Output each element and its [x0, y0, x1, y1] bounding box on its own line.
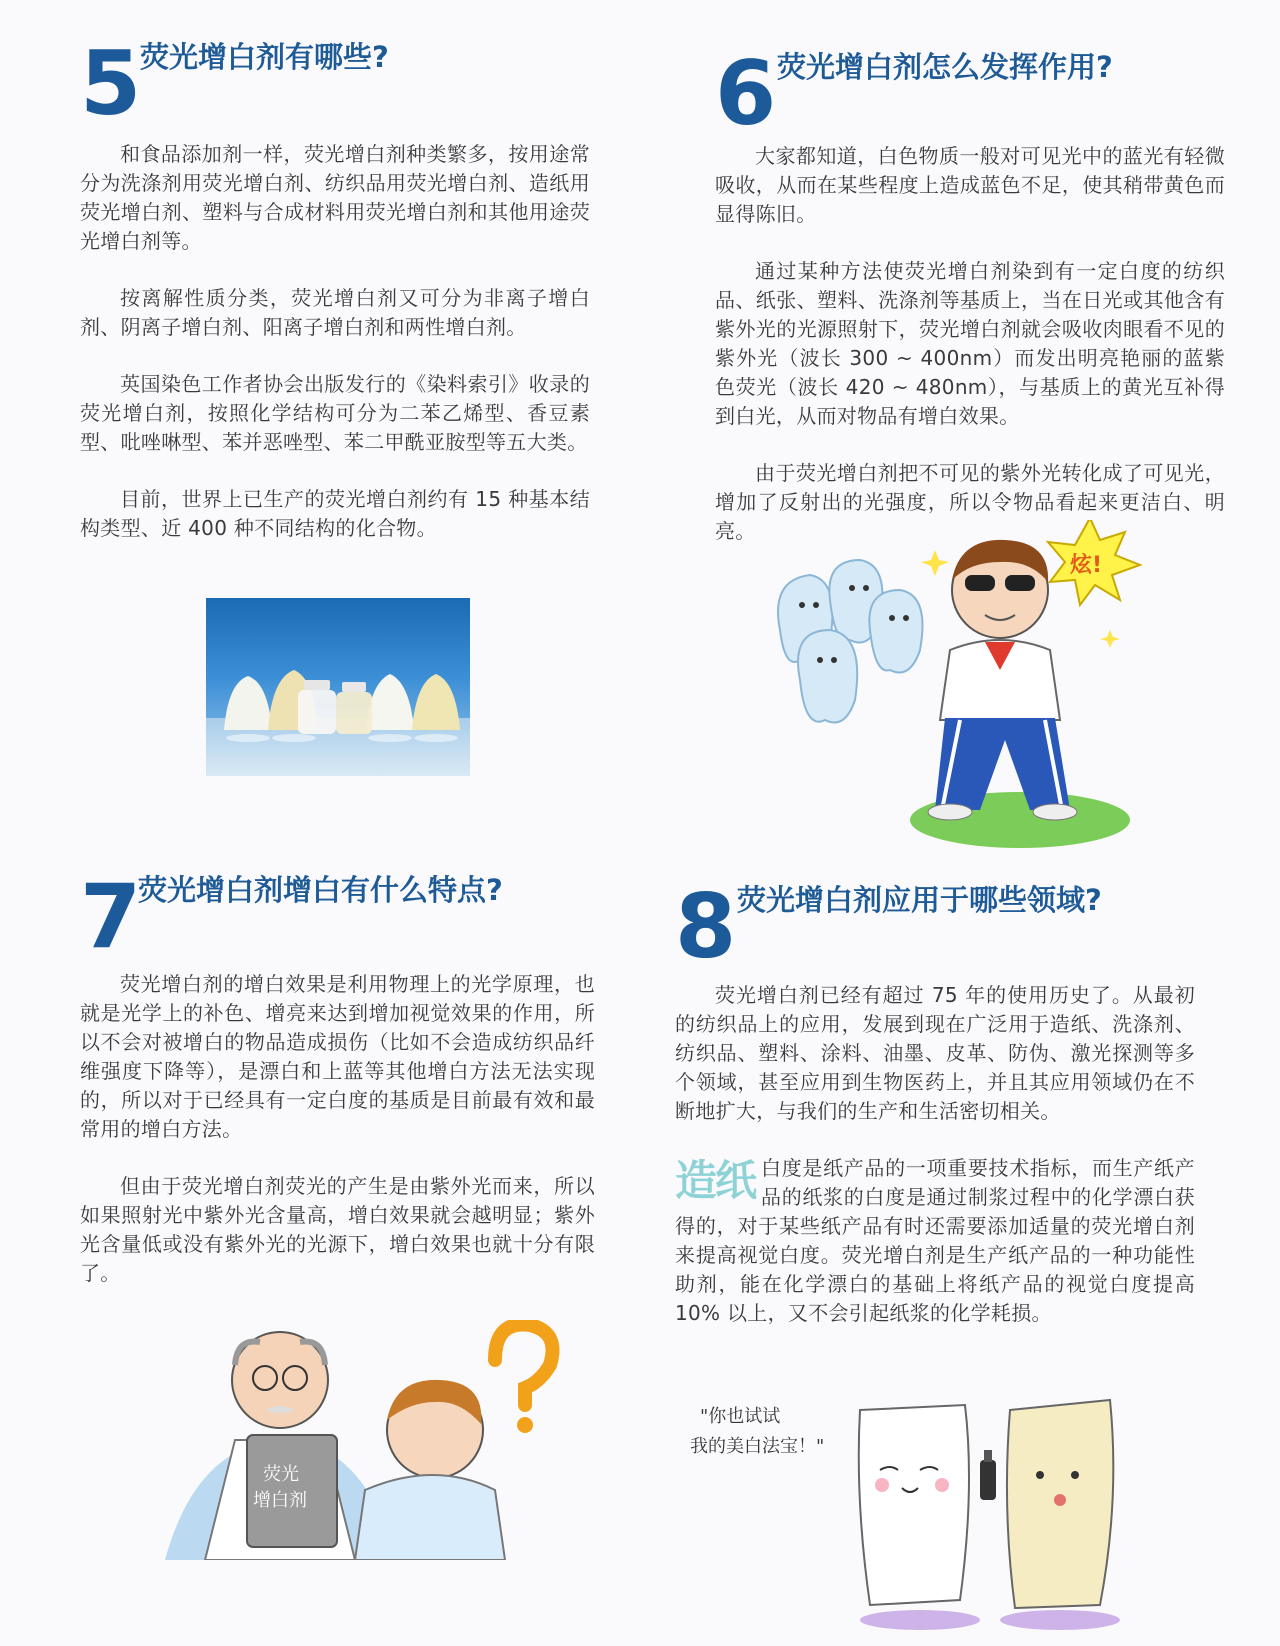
- section-5: [80, 32, 600, 540]
- speech-line-2: 我的美白法宝！": [690, 1436, 825, 1457]
- bag-label-line-1: 荧光: [263, 1464, 299, 1485]
- paragraph: 荧光增白剂已经有超过 75 年的使用历史了。从最初的纺织品上的应用，发展到现在广泛用于造纸、洗涤剂、纺织品、塑料、涂料、油墨、皮革、防伪、激光探测等多个领域，甚至应用到生物医药上，并且其应用领域仍在不断地扩大，与我们的生产和生活密切相关。: [675, 983, 1195, 1123]
- paragraph: 通过某种方法使荧光增白剂染到有一定白度的纺织品、纸张、塑料、洗涤剂等基质上，当在日光或其他含有紫外光的光源照射下，荧光增白剂就会吸收肉眼看不见的紫外光（波长 300 ~ 400nm）而发出明亮艳丽的蓝紫色荧光（波长 420 ~ 480nm），与基质上的黄光互补得到白光，从而对物品有增白效果。: [715, 259, 1225, 428]
- section-title: 荧光增白剂应用于哪些领域?: [737, 883, 1102, 917]
- section-number: 7: [80, 865, 142, 968]
- paragraph: 和食品添加剂一样，荧光增白剂种类繁多，按用途常分为洗涤剂用荧光增白剂、纺织品用荧光增白剂、造纸用荧光增白剂、塑料与合成材料用荧光增白剂和其他用途荧光增白剂等。: [80, 142, 590, 253]
- section-5-body: [80, 140, 590, 543]
- speech-line-1: "你也试试: [700, 1406, 781, 1427]
- section-number: 6: [715, 42, 777, 145]
- papers-drawing: [690, 1390, 1170, 1630]
- section-6-body: [715, 142, 1225, 546]
- paragraph: 英国染色工作者协会出版发行的《染料索引》收录的荧光增白剂，按照化学结构可分为二苯乙烯型、香豆素型、吡唑啉型、苯并恶唑型、苯二甲酰亚胺型等五大类。: [80, 372, 590, 454]
- paragraph: 目前，世界上已生产的荧光增白剂约有 15 种基本结构类型、近 400 种不同结构的化合物。: [80, 487, 590, 540]
- section-7: [80, 865, 600, 1285]
- section-8: [675, 875, 1195, 1325]
- papers-illustration: [690, 1390, 1170, 1630]
- section-6-heading: [715, 42, 1235, 145]
- section-7-heading: [80, 865, 600, 968]
- section-7-body: [80, 970, 595, 1288]
- cool-boy-illustration: [760, 520, 1170, 850]
- section-number: 8: [675, 875, 737, 978]
- section-8-heading: [675, 875, 1195, 978]
- doctor-child-illustration: [165, 1320, 565, 1560]
- paper-text: 白度是纸产品的一项重要技术指标，而生产纸产品的纸浆的白度是通过制浆过程中的化学漂白获得的，对于某些纸产品有时还需要添加适量的荧光增白剂来提高视觉白度。荧光增白剂是生产纸产品的一种功能性助剂，能在化学漂白的基础上将纸产品的视觉白度提高 10% 以上，又不会引起纸浆的化学耗损。: [675, 1156, 1195, 1325]
- burst-text: 炫!: [1070, 553, 1103, 578]
- paper-tag: 造纸: [675, 1156, 756, 1205]
- paragraph: 荧光增白剂的增白效果是利用物理上的光学原理，也就是光学上的补色、增亮来达到增加视觉效果的作用，所以不会对被增白的物品造成损伤（比如不会造成纺织品纤维强度下降等），是漂白和上蓝等其他增白方法无法实现的，所以对于已经具有一定白度的基质是目前最有效和最常用的增白方法。: [80, 972, 595, 1141]
- paragraph: 但由于荧光增白剂荧光的产生是由紫外光而来，所以如果照射光中紫外光含量高，增白效果就会越明显；紫外光含量低或没有紫外光的光源下，增白效果也就十分有限了。: [80, 1174, 595, 1285]
- paragraph: 按离解性质分类，荧光增白剂又可分为非离子增白剂、阴离子增白剂、阳离子增白剂和两性增白剂。: [80, 286, 590, 339]
- bottles-photo: [206, 598, 470, 776]
- section-8-body: [675, 981, 1195, 1328]
- section-5-heading: [80, 32, 600, 135]
- bottles-drawing: [206, 598, 470, 776]
- doctor-child-drawing: [165, 1320, 565, 1560]
- paragraph: 由于荧光增白剂把不可见的紫外光转化成了可见光，增加了反射出的光强度，所以令物品看起来更洁白、明亮。: [715, 461, 1225, 543]
- section-number: 5: [80, 32, 142, 135]
- section-title: 荧光增白剂有哪些?: [140, 40, 389, 74]
- cool-boy-drawing: [760, 520, 1170, 850]
- paragraph: 大家都知道，白色物质一般对可见光中的蓝光有轻微吸收，从而在某些程度上造成蓝色不足，使其稍带黄色而显得陈旧。: [715, 144, 1225, 226]
- section-title: 荧光增白剂增白有什么特点?: [138, 873, 503, 907]
- section-title: 荧光增白剂怎么发挥作用?: [777, 50, 1113, 84]
- section-6: [715, 42, 1235, 543]
- paper-paragraph: [675, 1154, 1195, 1328]
- bag-label-line-2: 增白剂: [253, 1490, 307, 1511]
